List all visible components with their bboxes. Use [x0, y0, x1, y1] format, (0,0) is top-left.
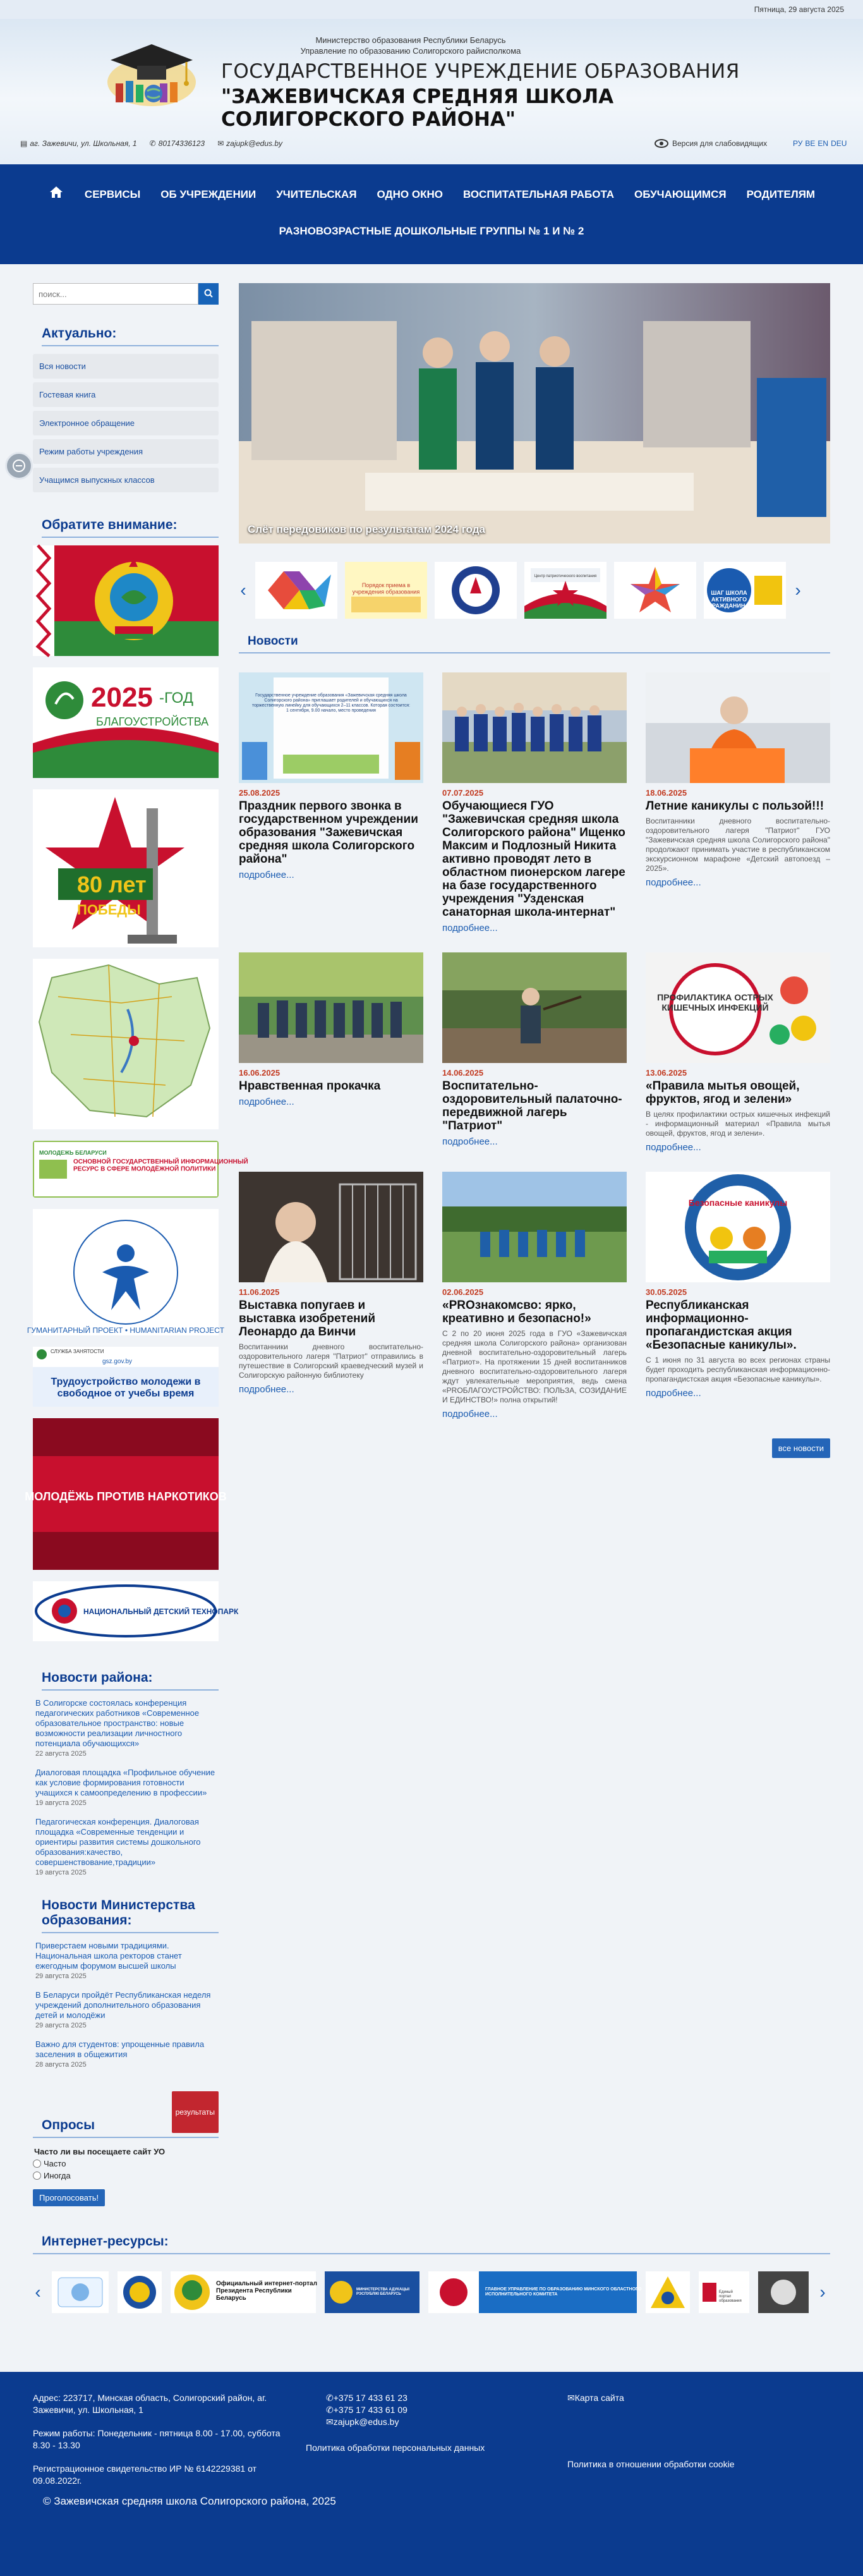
news-card — [646, 672, 830, 933]
image-slider[interactable] — [239, 283, 830, 544]
news-image-text: Государственное учреждение образования «Зажевичская средняя школа Солигорского района» приглашает родителей и обучающихся на торжественную линейку для обучающихся 2–11 классов. Которая состоится: 1 сентября, 9.00 начало, место проведения — [252, 693, 410, 714]
search-input[interactable] — [33, 283, 198, 305]
footer-phone1[interactable]: +375 17 433 61 23 — [333, 2393, 407, 2403]
sidebar-item-e-appeal[interactable]: Электронное обращение — [33, 411, 219, 435]
header-contacts — [20, 139, 282, 148]
school-title2: "ЗАЖЕВИЧСКАЯ СРЕДНЯЯ ШКОЛА СОЛИГОРСКОГО РАЙОНА" — [221, 85, 614, 131]
victory-sub: ПОБЕДЫ — [77, 902, 141, 918]
site-footer — [0, 2372, 863, 2576]
news-title[interactable]: Летние каникулы с пользой!!! — [646, 799, 824, 813]
ministry-news-link[interactable]: Приверстаем новыми традициями. Национальная школа ректоров станет ежегодным форумом высшей школы — [35, 1941, 182, 1971]
cookie-policy-link[interactable]: Политика в отношении обработки cookie — [567, 2459, 735, 2469]
envelope-icon: ✉ — [567, 2393, 575, 2403]
news-image-text: Безопасные каникулы — [688, 1198, 788, 1208]
list-item — [33, 1698, 219, 1758]
nav-teachers[interactable]: УЧИТЕЛЬСКАЯ — [276, 188, 357, 200]
resource-education-portal[interactable] — [699, 2271, 749, 2313]
list-item — [33, 1817, 219, 1876]
slider-caption: Слёт передовиков по результатам 2024 года — [248, 523, 485, 535]
news-text: С 2 по 20 июня 2025 года в ГУО «Зажевичская средняя школа Солигорского района» организован дневной воспитательно-оздоровительный лагерь «Патриот». На протяжении 15 дней воспитанников дневного воспитательно-оздоровительного лагеря ждут увлекательные мероприятия, ведь смена «PROБЛАГОУСТРОЙСТВО: ПОЛЬЗА, СОЗИДАНИЕ И ЕДИНСТВО!» полна открытий! — [442, 1329, 627, 1404]
year-label: -ГОД — [159, 690, 194, 707]
attention-heading: Обратите внимание: — [42, 518, 219, 538]
accessibility-widget[interactable] — [5, 452, 33, 480]
thumb-mosaic[interactable] — [255, 562, 337, 619]
news-image[interactable] — [646, 672, 830, 783]
thumb-carousel — [239, 561, 830, 619]
actual-heading: Актуально: — [42, 326, 219, 346]
search-form — [33, 283, 219, 305]
sidebar — [25, 283, 248, 2206]
thumb-parents-text: Порядок приема в учреждения образования — [352, 582, 420, 595]
news-more-link[interactable]: подробнее... — [442, 1136, 498, 1147]
thumb-parents[interactable] — [345, 562, 427, 619]
news-more-link[interactable]: подробнее... — [646, 1388, 701, 1399]
footer-hours: Режим работы: Понедельник - пятница 8.00 - 17.00, суббота 8.30 - 13.30 — [33, 2428, 281, 2450]
news-text: Воспитанники дневного воспитательно-оздоровительного лагеря "Патриот" отправились в путешествие в Солигорский краеведческий музей и Солигорскую районную библиотеку — [239, 1342, 423, 1380]
district-news-date: 19 августа 2025 — [35, 1799, 87, 1807]
nav-services[interactable]: СЕРВИСЫ — [84, 188, 141, 200]
news-text: С 1 июня по 31 августа во всех регионах страны будет проходить республиканская информационно-пропагандистская акция «Безопасные каникулы». — [646, 1356, 830, 1383]
resource-link[interactable] — [758, 2271, 809, 2313]
email-text: zajupk@edus.by — [226, 139, 283, 148]
news-date: 02.06.2025 — [442, 1287, 484, 1297]
ministry-news — [33, 1898, 219, 2069]
poll-option[interactable] — [33, 2171, 219, 2180]
news-image[interactable] — [239, 672, 423, 783]
lang-be[interactable]: BE — [805, 139, 816, 148]
banner-employment[interactable] — [33, 1347, 219, 1407]
address-text: аг. Зажевичи, ул. Школьная, 1 — [30, 139, 137, 148]
envelope-icon: ✉ — [217, 139, 224, 148]
news-image-text: ПРОФИЛАКТИКА ОСТРЫХ КИШЕЧНЫХ ИНФЕКЦИЙ — [657, 992, 773, 1013]
chevron-left-icon[interactable]: ‹ — [240, 580, 246, 600]
news-date: 25.08.2025 — [239, 788, 281, 798]
technopark-text: НАЦИОНАЛЬНЫЙ ДЕТСКИЙ ТЕХНОПАРК — [83, 1607, 239, 1616]
news-card — [646, 1172, 830, 1419]
news-text: Воспитанники дневного воспитательно-оздоровительного лагеря "Патриот" ГУО "Зажевичская средняя школа Солигорского района" продолжают принимать участие в республиканском экскурсионном марафоне «Детский автопоезд – 2025». — [646, 817, 830, 873]
news-image[interactable] — [646, 952, 830, 1063]
thumb-star[interactable] — [614, 562, 696, 619]
envelope-icon: ✉ — [326, 2417, 334, 2427]
news-image[interactable] — [646, 1172, 830, 1282]
thumb-shag-text: ШАГ ШКОЛА АКТИВНОГО ГРАЖДАНИНА — [709, 590, 749, 609]
news-image[interactable] — [442, 672, 627, 783]
news-date: 18.06.2025 — [646, 788, 687, 798]
school-logo[interactable] — [98, 38, 205, 111]
district-news — [33, 1670, 219, 1876]
lang-ru[interactable]: РУ — [793, 139, 803, 148]
employment-site: gsz.gov.by — [102, 1358, 133, 1365]
internet-heading: Интернет-ресурсы: — [33, 2234, 830, 2254]
main-content — [25, 264, 830, 2206]
youth-resource-text: ОСНОВНОЙ ГОСУДАРСТВЕННЫЙ ИНФОРМАЦИОННЫЙ РЕСУРС В СФЕРЕ МОЛОДЁЖНОЙ ПОЛИТИКИ — [73, 1158, 248, 1173]
phone[interactable] — [150, 139, 205, 148]
news-title[interactable]: Нравственная прокачка — [239, 1079, 381, 1093]
nav-one-window[interactable]: ОДНО ОКНО — [377, 188, 443, 200]
news-image[interactable] — [239, 1172, 423, 1282]
banner-soligorsk-map[interactable] — [33, 959, 219, 1129]
phone-icon: ✆ — [149, 139, 156, 148]
actual-list — [33, 354, 219, 492]
poll-option-label: Иногда — [44, 2171, 71, 2180]
ministry-line1: Министерство образования Республики Беларусь — [315, 35, 506, 45]
resource-link[interactable] — [646, 2271, 690, 2313]
sidebar-item-graduates[interactable]: Учащимся выпускных классов — [33, 468, 219, 492]
news-card — [442, 1172, 627, 1419]
ministry-line2: Управление по образованию Солигорского райисполкома — [300, 46, 521, 56]
nav-students[interactable]: ОБУЧАЮЩИМСЯ — [634, 188, 727, 200]
resource-link[interactable] — [118, 2271, 162, 2313]
chevron-right-icon[interactable]: › — [795, 580, 801, 600]
employment-service: СЛУЖБА ЗАНЯТОСТИ — [51, 1349, 104, 1354]
list-item — [33, 1941, 219, 1980]
vision-label: Версия для слабовидящих — [672, 139, 768, 148]
district-news-link[interactable]: Диалоговая площадка «Профильное обучение как условие формирования готовности учащихся к самоопределению в профессии» — [35, 1768, 215, 1797]
district-news-link[interactable]: В Солигорске состоялась конференция педагогических работников «Современное образовательное пространство: новые возможности реализации личностного потенциала обучающихся» — [35, 1698, 200, 1748]
news-image[interactable] — [442, 1172, 627, 1282]
search-button[interactable] — [198, 283, 219, 305]
polls-heading: Опросы — [42, 2118, 95, 2132]
thumb-flag-text: Центр патриотического воспитания — [534, 574, 597, 578]
youth-logo-text: МОЛОДЕЖЬ БЕЛАРУСИ — [39, 1150, 107, 1156]
nav-about[interactable]: ОБ УЧРЕЖДЕНИИ — [160, 188, 256, 200]
ministry-news-date: 29 августа 2025 — [35, 1972, 87, 1980]
vision-version-link[interactable] — [655, 139, 767, 148]
phone-icon: ✆ — [326, 2393, 334, 2403]
banner-technopark[interactable] — [33, 1581, 239, 1641]
phone-icon: ✆ — [326, 2405, 334, 2415]
footer-email[interactable]: zajupk@edus.by — [333, 2417, 399, 2427]
resource-text: МИНИСТЕРСТВА АДУКАЦЫІ РЭСПУБЛІКІ БЕЛАРУСЬ — [356, 2288, 410, 2296]
main-nav — [0, 164, 863, 264]
news-more-link[interactable]: подробнее... — [239, 1097, 294, 1107]
year-number: 2025 — [91, 682, 153, 713]
news-date: 11.06.2025 — [239, 1287, 280, 1297]
chevron-left-icon[interactable]: ‹ — [35, 2282, 41, 2302]
nav-parents[interactable]: РОДИТЕЛЯМ — [746, 188, 816, 200]
district-heading: Новости района: — [42, 1670, 219, 1691]
news-card — [442, 672, 627, 933]
list-item — [33, 1990, 219, 2029]
drugs-text: МОЛОДЁЖЬ ПРОТИВ НАРКОТИКОВ — [25, 1490, 227, 1503]
address — [20, 139, 137, 148]
poll-option[interactable] — [33, 2159, 219, 2168]
all-news-button[interactable]: все новости — [772, 1438, 830, 1458]
footer-links — [567, 2392, 734, 2470]
ministry-news-link[interactable]: В Беларуси пройдёт Республиканская неделя учреждений дополнительного образования детей и молодёжи — [35, 1990, 211, 2020]
phone-text: 80174336123 — [158, 139, 205, 148]
footer-address: Адрес: 223717, Минская область, Солигорский район, аг. Зажевичи, ул. Школьная, 1 — [33, 2393, 267, 2415]
sitemap-link[interactable]: Карта сайта — [574, 2393, 624, 2403]
banner-year-improvement[interactable] — [33, 667, 219, 778]
district-news-link[interactable]: Педагогическая конференция. Диалоговая площадка «Современные тенденции и ориентиры развития системы дошкольного образования:качество, совершенствование,традиции» — [35, 1817, 201, 1867]
news-title[interactable]: Республиканская информационно-пропагандистская акция «Безопасные каникулы». — [646, 1299, 797, 1352]
poll-radio[interactable] — [33, 2160, 41, 2168]
all-news-wrap — [239, 1438, 830, 1458]
ministry-news-date: 28 августа 2025 — [35, 2061, 87, 2069]
news-card — [442, 952, 627, 1153]
news-date: 07.07.2025 — [442, 788, 484, 798]
news-text: В целях профилактики острых кишечных инфекций - информационный материал «Правила мытья овощей, фруктов, ягод и зелени». — [646, 1110, 830, 1138]
resource-ministry[interactable] — [325, 2271, 419, 2313]
school-title1: ГОСУДАРСТВЕННОЕ УЧРЕЖДЕНИЕ ОБРАЗОВАНИЯ — [221, 60, 740, 83]
personal-data-policy-link[interactable]: Политика обработки персональных данных — [306, 2443, 485, 2453]
news-date: 16.06.2025 — [239, 1068, 281, 1078]
nav-preschool[interactable]: РАЗНОВОЗРАСТНЫЕ ДОШКОЛЬНЫЕ ГРУППЫ № 1 И № 2 — [279, 225, 584, 237]
news-title[interactable]: «PROзнакомсво: ярко, креативно и безопасно!» — [442, 1299, 591, 1325]
ministry-news-link[interactable]: Важно для студентов: упрощенные правила заселения в общежития — [35, 2039, 205, 2059]
top-bar — [0, 0, 863, 19]
copyright: © Зажевичская средняя школа Солигорского района, 2025 — [43, 2495, 336, 2507]
news-image[interactable] — [239, 952, 423, 1063]
news-heading: Новости — [239, 635, 830, 653]
resource-text: Единый портал образования — [719, 2290, 742, 2303]
humanitarian-text: ГУМАНИТАРНЫЙ ПРОЕКТ • HUMANITARIAN PROJECT — [27, 1326, 225, 1335]
email[interactable] — [217, 139, 282, 148]
banner-youth-against-drugs[interactable] — [25, 1418, 227, 1570]
ministry-news-date: 29 августа 2025 — [35, 2022, 87, 2029]
language-switcher — [793, 139, 847, 148]
sidebar-item-all-news[interactable]: Вся новости — [33, 354, 219, 379]
district-news-date: 22 августа 2025 — [35, 1750, 87, 1758]
footer-contacts — [306, 2392, 485, 2454]
news-title[interactable]: Выставка попугаев и выставка изобретений Леонардо да Винчи — [239, 1299, 376, 1339]
eye-icon — [655, 139, 668, 148]
thumb-emblem[interactable] — [435, 562, 517, 619]
footer-info — [33, 2392, 298, 2487]
news-date: 14.06.2025 — [442, 1068, 484, 1078]
news-more-link[interactable]: подробнее... — [239, 1384, 294, 1395]
current-date: Пятница, 29 августа 2025 — [754, 5, 844, 14]
news-title[interactable]: Праздник первого звонка в государственном учреждении образования "Зажевичская средняя школа Солигорского района" — [239, 799, 418, 866]
resource-carousel — [33, 2268, 830, 2316]
footer-phone2[interactable]: +375 17 433 61 09 — [333, 2405, 407, 2415]
nav-upbringing[interactable]: ВОСПИТАТЕЛЬНАЯ РАБОТА — [462, 188, 615, 200]
resource-text: Официальный интернет-портал Президента Республики Беларусь — [216, 2280, 317, 2302]
victory-years: 80 лет — [77, 872, 147, 897]
header-titles — [221, 35, 790, 131]
district-news-date: 19 августа 2025 — [35, 1869, 87, 1876]
news-title[interactable]: Обучающиеся ГУО "Зажевичская средняя школа Солигорского района" Ищенко Максим и Подлозный Никита активно проводят лето в областном пионерском лагере на базе государственного учреждения "Узденская санаторная школа-интернат" — [442, 799, 625, 919]
news-card — [239, 952, 423, 1153]
content-column — [239, 283, 830, 2206]
sidebar-item-guestbook[interactable]: Гостевая книга — [33, 382, 219, 407]
chevron-right-icon[interactable]: › — [819, 2282, 826, 2302]
news-more-link[interactable]: подробнее... — [442, 923, 498, 933]
resource-text: ГЛАВНОЕ УПРАВЛЕНИЕ ПО ОБРАЗОВАНИЮ МИНСКОГО ОБЛАСТНОГО ИСПОЛНИТЕЛЬНОГО КОМИТЕТА — [485, 2287, 642, 2297]
polls-header — [33, 2091, 219, 2138]
news-card — [239, 672, 423, 933]
banner-state-emblem[interactable] — [33, 545, 219, 656]
poll-question: Часто ли вы посещаете сайт УО — [34, 2147, 166, 2156]
news-card — [646, 952, 830, 1153]
ministry-heading: Новости Министерства образования: — [42, 1898, 219, 1933]
footer-registration: Регистрационное свидетельство ИР № 6142229381 от 09.08.2022г. — [33, 2464, 256, 2486]
poll-radio[interactable] — [33, 2172, 41, 2180]
lang-en[interactable]: EN — [818, 139, 829, 148]
news-title[interactable]: Воспитательно-оздоровительный палаточно-передвижной лагерь "Патриот" — [442, 1079, 622, 1133]
news-more-link[interactable]: подробнее... — [646, 877, 701, 888]
news-grid — [239, 672, 830, 1419]
list-item — [33, 2039, 219, 2069]
news-more-link[interactable]: подробнее... — [442, 1409, 498, 1419]
internet-resources — [33, 2234, 830, 2316]
building-icon: ▤ — [20, 139, 28, 148]
search-icon — [204, 289, 213, 298]
lang-deu[interactable]: DEU — [831, 139, 847, 148]
thumb-flag[interactable] — [524, 562, 607, 619]
resource-link[interactable] — [52, 2271, 109, 2313]
vote-button[interactable]: Проголосовать! — [33, 2189, 105, 2206]
news-date: 13.06.2025 — [646, 1068, 687, 1078]
list-item — [33, 1768, 219, 1807]
poll-results-button[interactable]: результаты — [172, 2091, 219, 2133]
banner-victory-80[interactable] — [33, 789, 219, 947]
site-header — [0, 19, 863, 164]
home-icon[interactable] — [38, 177, 75, 212]
employment-text: Трудоустройство молодежи в свободное от учебы время — [51, 1376, 201, 1399]
banner-humanitarian-project[interactable] — [27, 1209, 225, 1335]
year-sub: БЛАГОУСТРОЙСТВА — [96, 715, 209, 728]
news-card — [239, 1172, 423, 1419]
poll-option-label: Часто — [44, 2159, 66, 2168]
news-more-link[interactable]: подробнее... — [646, 1142, 701, 1153]
sidebar-item-schedule[interactable]: Режим работы учреждения — [33, 439, 219, 464]
resource-minsk-region[interactable] — [428, 2271, 642, 2313]
banner-youth-resource[interactable] — [33, 1141, 248, 1198]
news-image[interactable] — [442, 952, 627, 1063]
news-date: 30.05.2025 — [646, 1287, 687, 1297]
news-title[interactable]: «Правила мытья овощей, фруктов, ягод и зелени» — [646, 1079, 800, 1106]
news-more-link[interactable]: подробнее... — [239, 870, 294, 880]
thumb-shag[interactable] — [704, 562, 786, 619]
resource-president-portal[interactable] — [171, 2271, 316, 2313]
